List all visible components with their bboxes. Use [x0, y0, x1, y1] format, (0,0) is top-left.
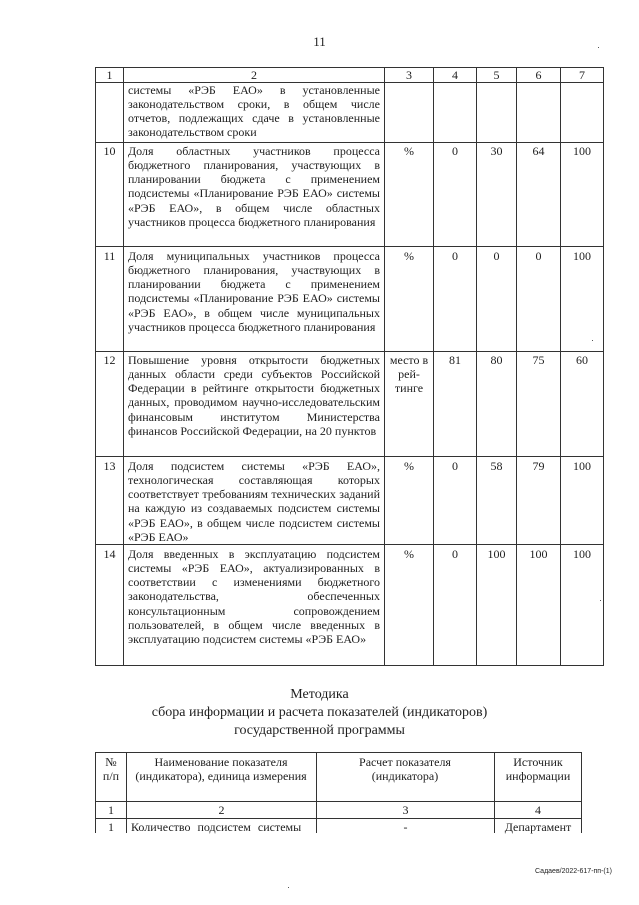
value-col7: 60 [576, 353, 588, 367]
source: Департамент [504, 820, 572, 834]
unit: место в рей-тинге [389, 353, 429, 396]
header-indicator-name: Наименование показателя (индикатора), единица измерения [135, 755, 307, 784]
column-number-4: 4 [452, 68, 458, 82]
unit: % [404, 249, 414, 263]
table-border [95, 665, 604, 666]
value-col6: 100 [529, 547, 548, 561]
column-number-2: 2 [251, 68, 257, 82]
column-number-3: 3 [406, 68, 412, 82]
value-col7: 100 [573, 144, 591, 158]
value-col4: 0 [452, 459, 458, 473]
value-col6: 75 [532, 353, 545, 367]
page-number: 11 [313, 34, 326, 49]
row-number: 11 [103, 249, 116, 263]
indicator-name: Количество подсистем системы [131, 820, 302, 834]
table-border [95, 351, 604, 352]
column-number-1: 1 [108, 803, 114, 817]
section-title-line1: Методика [290, 687, 349, 702]
indicator-name: Доля муниципальных участников процесса бюджетного планирования, участвующих в планировании бюджета с применением подсистемы «Планирование РЭБ ЕАО» системы «РЭБ ЕАО», в общем числе муниципальных участников процесса бюджетного планирования [128, 249, 380, 334]
header-calculation: Расчет показателя (индикатора) [359, 755, 451, 784]
section-title-line3: государственной программы [234, 723, 405, 738]
row-number: 12 [103, 353, 116, 367]
column-number-2: 2 [218, 803, 225, 817]
value-col7: 100 [573, 547, 591, 561]
value-col4: 81 [449, 353, 461, 367]
section-title-line2: сбора информации и расчета показателей (индикаторов) [151, 705, 488, 720]
column-number-4: 4 [535, 803, 541, 817]
header-source: Источник информации [505, 755, 571, 784]
unit: % [404, 459, 414, 473]
table-border [95, 142, 604, 143]
indicator-name: Повышение уровня открытости бюджетных данных области среди субъектов Российской Федерации в рейтинге открытости бюджетных данных, проводимом научно-исследовательским финансовым институтом Министерства финансов Российской Федерации, на 20 пунктов [128, 353, 380, 438]
value-col6: 79 [532, 459, 545, 473]
indicator-name: Доля областных участников процесса бюджетного планирования, участвующих в планировании бюджета с применением подсистемы «Планирование РЭБ ЕАО» системы «РЭБ ЕАО», в общем числе областных участников процесса бюджетного планирования [128, 144, 380, 229]
value-col7: 100 [573, 459, 591, 473]
table-border [95, 818, 582, 819]
table-border [95, 801, 582, 802]
table-border [95, 456, 604, 457]
column-number-5: 5 [493, 68, 500, 82]
value-col6: 0 [535, 249, 542, 263]
value-col5: 58 [490, 459, 503, 473]
table-border [95, 752, 582, 753]
document-code: Садаев/2022-617-пп-(1) [535, 868, 612, 875]
value-col6: 64 [532, 144, 545, 158]
value-col4: 0 [452, 547, 458, 561]
table-border [95, 246, 604, 247]
value-col5: 100 [487, 547, 506, 561]
scan-speck [592, 340, 593, 341]
unit: % [404, 547, 414, 561]
indicator-name: Доля введенных в эксплуатацию подсистем системы «РЭБ ЕАО», актуализированных в соответствии с изменениями бюджетного законодательства, обеспеченных консультационным сопровождением пользователей, в общем числе введенных в эксплуатацию подсистем системы «РЭБ ЕАО» [128, 547, 380, 646]
row-number: 1 [108, 820, 114, 834]
scan-speck [288, 887, 289, 888]
value-col4: 0 [452, 249, 458, 263]
column-number-1: 1 [106, 68, 113, 82]
header-number: № п/п [102, 755, 120, 784]
row-number: 13 [103, 459, 116, 473]
row-number: 10 [103, 144, 116, 158]
unit: % [404, 144, 414, 158]
table-border [95, 544, 604, 545]
value-col7: 100 [573, 249, 591, 263]
value-col5: 30 [490, 144, 503, 158]
table-border [603, 67, 604, 666]
column-number-7: 7 [579, 68, 585, 82]
calculation: - [403, 820, 408, 834]
indicator-name: Доля подсистем системы «РЭБ ЕАО», технологическая составляющая которых соответствует требованиям технических заданий на каждую из создаваемых подсистем системы «РЭБ ЕАО», в общем числе подсистем системы «РЭБ ЕАО» [128, 459, 380, 544]
continuation-text: системы «РЭБ ЕАО» в установленные законодательством сроки, в общем числе отчетов, подлежащих сдаче в установленные законодательством сроки [128, 83, 380, 140]
scan-speck [600, 600, 601, 601]
column-number-3: 3 [402, 803, 409, 817]
row-number: 14 [103, 547, 116, 561]
value-col4: 0 [452, 144, 458, 158]
column-number-6: 6 [535, 68, 542, 82]
table-border [581, 752, 582, 833]
value-col5: 0 [493, 249, 500, 263]
scan-speck [598, 47, 599, 48]
value-col5: 80 [490, 353, 503, 367]
